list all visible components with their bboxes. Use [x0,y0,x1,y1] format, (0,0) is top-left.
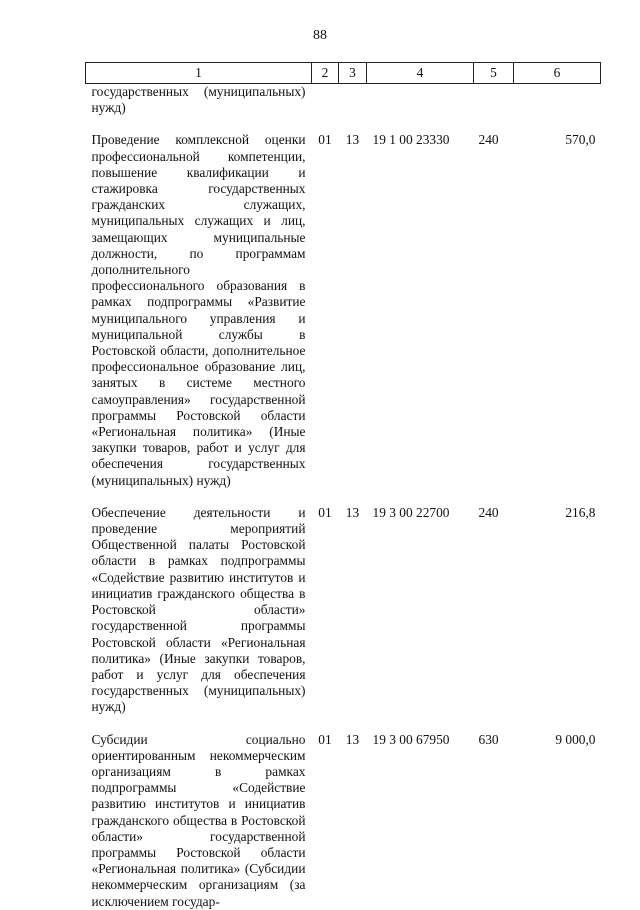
row-description: государственных (муниципальных) нужд) [91,84,306,116]
row-target-item-code: 19 1 00 23330 [372,132,450,148]
row-expense-type-code: 630 [478,731,499,747]
row-expense-type-code [474,84,514,117]
column-header-6: 6 [514,63,601,84]
column-header-4: 4 [367,63,474,84]
row-target-item-code: 19 3 00 22700 [372,504,450,520]
row-amount [514,84,601,117]
row-expense-type-code: 240 [478,132,499,148]
row-amount: 9 000,0 [555,731,596,747]
table-row [86,84,601,117]
row-expense-type-code: 240 [478,504,499,520]
page-number: 88 [313,28,327,43]
row-target-item-code [367,84,474,117]
row-section-code [312,84,339,117]
row-amount: 216,8 [565,504,596,520]
table-row [86,489,601,716]
column-header-3: 3 [339,63,367,84]
row-description: Субсидии социально ориентированным некоммерческим организациям в рамках подпрограммы «Содействие развитию институтов и инициатив гражданского общества в Ростовской области» государственной программы Ростовской области «Региональная политика» (Субсидии некоммерческим организациям (за исключением государ- [91,731,306,909]
column-header-2: 2 [312,63,339,84]
row-description: Обеспечение деятельности и проведение мероприятий Общественной палаты Ростовской области в рамках подпрограммы «Содействие развитию институтов и инициатив гражданского общества в Ростовской области» государственной программы Ростовской области «Региональная политика» (Иные закупки товаров, работ и услуг для обеспечения государственных (муниципальных) нужд) [91,504,306,715]
row-description: Проведение комплексной оценки профессиональной компетенции, повышение квалификации и стажировка государственных гражданских служащих, муниципальных служащих и лиц, замещающих муниципальные должности, по программам дополнительного профессионального образования в рамках подпрограммы «Развитие муниципального управления и муниципальной службы в Ростовской области, дополнительное профессиональное образование лиц, занятых в системе местного самоуправления» государственной программы Ростовской области «Региональная политика» (Иные закупки товаров, работ и услуг для обеспечения государственных (муниципальных) нужд) [91,132,306,488]
column-header-5: 5 [474,63,514,84]
row-target-item-code: 19 3 00 67950 [372,731,450,747]
row-subsection-code [339,84,367,117]
row-section-code: 01 [318,132,332,148]
row-section-code: 01 [318,504,332,520]
row-subsection-code: 13 [345,731,360,747]
table-header-row [86,63,601,84]
column-header-1: 1 [86,63,312,84]
row-subsection-code: 13 [345,504,360,520]
table-row [86,116,601,488]
row-subsection-code: 13 [345,132,360,148]
budget-table [85,62,601,910]
table-row [86,716,601,910]
row-amount: 570,0 [565,132,596,148]
row-section-code: 01 [318,731,332,747]
